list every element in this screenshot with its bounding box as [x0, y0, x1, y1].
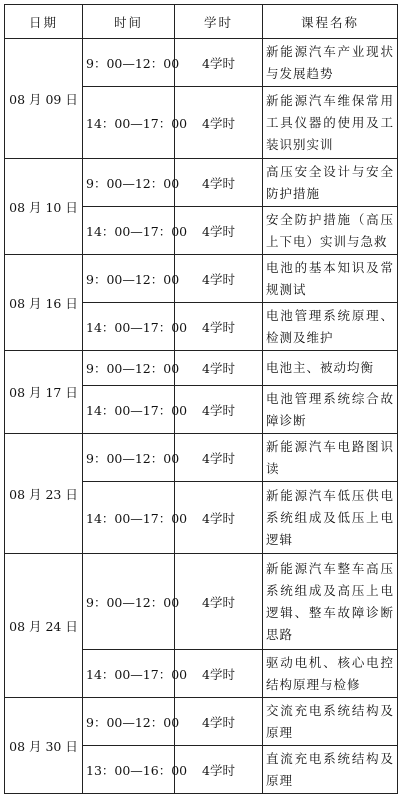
header-row	[5, 5, 398, 39]
date-cell: 08 月 10 日	[5, 159, 83, 255]
time-cell: 14：00—17：00	[83, 386, 175, 434]
course-cell: 新能源汽车整车高压系统组成及高压上电逻辑、整车故障诊断思路	[263, 554, 398, 650]
date-cell: 08 月 09 日	[5, 39, 83, 159]
table-row	[5, 434, 398, 482]
hours-cell: 4学时	[175, 698, 263, 746]
hours-cell: 4学时	[175, 482, 263, 554]
date-cell: 08 月 30 日	[5, 698, 83, 794]
hours-cell: 4学时	[175, 303, 263, 351]
hours-cell: 4学时	[175, 434, 263, 482]
schedule-body	[5, 39, 398, 794]
time-cell: 9：00—12：00	[83, 351, 175, 386]
course-cell: 新能源汽车低压供电系统组成及低压上电逻辑	[263, 482, 398, 554]
course-cell: 驱动电机、核心电控结构原理与检修	[263, 650, 398, 698]
course-cell: 电池管理系统原理、检测及维护	[263, 303, 398, 351]
course-cell: 安全防护措施（高压上下电）实训与急救	[263, 207, 398, 255]
course-cell: 新能源汽车电路图识读	[263, 434, 398, 482]
hours-cell: 4学时	[175, 554, 263, 650]
time-cell: 14：00—17：00	[83, 87, 175, 159]
course-cell: 电池的基本知识及常规测试	[263, 255, 398, 303]
header-date: 日期	[5, 5, 83, 39]
date-cell: 08 月 24 日	[5, 554, 83, 698]
header-hours: 学时	[175, 5, 263, 39]
date-cell: 08 月 23 日	[5, 434, 83, 554]
course-cell: 新能源汽车产业现状与发展趋势	[263, 39, 398, 87]
time-cell: 9：00—12：00	[83, 39, 175, 87]
course-cell: 新能源汽车维保常用工具仪器的使用及工装识别实训	[263, 87, 398, 159]
table-row	[5, 39, 398, 87]
time-cell: 9：00—12：00	[83, 698, 175, 746]
table-row	[5, 255, 398, 303]
date-cell: 08 月 16 日	[5, 255, 83, 351]
hours-cell: 4学时	[175, 386, 263, 434]
course-cell: 高压安全设计与安全防护措施	[263, 159, 398, 207]
header-time: 时间	[83, 5, 175, 39]
time-cell: 9：00—12：00	[83, 554, 175, 650]
table-row	[5, 554, 398, 650]
schedule-table	[4, 4, 398, 794]
time-cell: 13：00—16：00	[83, 746, 175, 794]
hours-cell: 4学时	[175, 207, 263, 255]
hours-cell: 4学时	[175, 255, 263, 303]
date-cell: 08 月 17 日	[5, 351, 83, 434]
hours-cell: 4学时	[175, 159, 263, 207]
hours-cell: 4学时	[175, 87, 263, 159]
time-cell: 9：00—12：00	[83, 255, 175, 303]
time-cell: 9：00—12：00	[83, 434, 175, 482]
hours-cell: 4学时	[175, 351, 263, 386]
table-row	[5, 159, 398, 207]
table-row	[5, 351, 398, 386]
hours-cell: 4学时	[175, 39, 263, 87]
course-cell: 交流充电系统结构及原理	[263, 698, 398, 746]
header-course: 课程名称	[263, 5, 398, 39]
table-row	[5, 698, 398, 746]
course-cell: 电池管理系统综合故障诊断	[263, 386, 398, 434]
time-cell: 9：00—12：00	[83, 159, 175, 207]
time-cell: 14：00—17：00	[83, 207, 175, 255]
course-cell: 电池主、被动均衡	[263, 351, 398, 386]
hours-cell: 4学时	[175, 650, 263, 698]
course-cell: 直流充电系统结构及原理	[263, 746, 398, 794]
time-cell: 14：00—17：00	[83, 650, 175, 698]
time-cell: 14：00—17：00	[83, 303, 175, 351]
time-cell: 14：00—17：00	[83, 482, 175, 554]
hours-cell: 4学时	[175, 746, 263, 794]
